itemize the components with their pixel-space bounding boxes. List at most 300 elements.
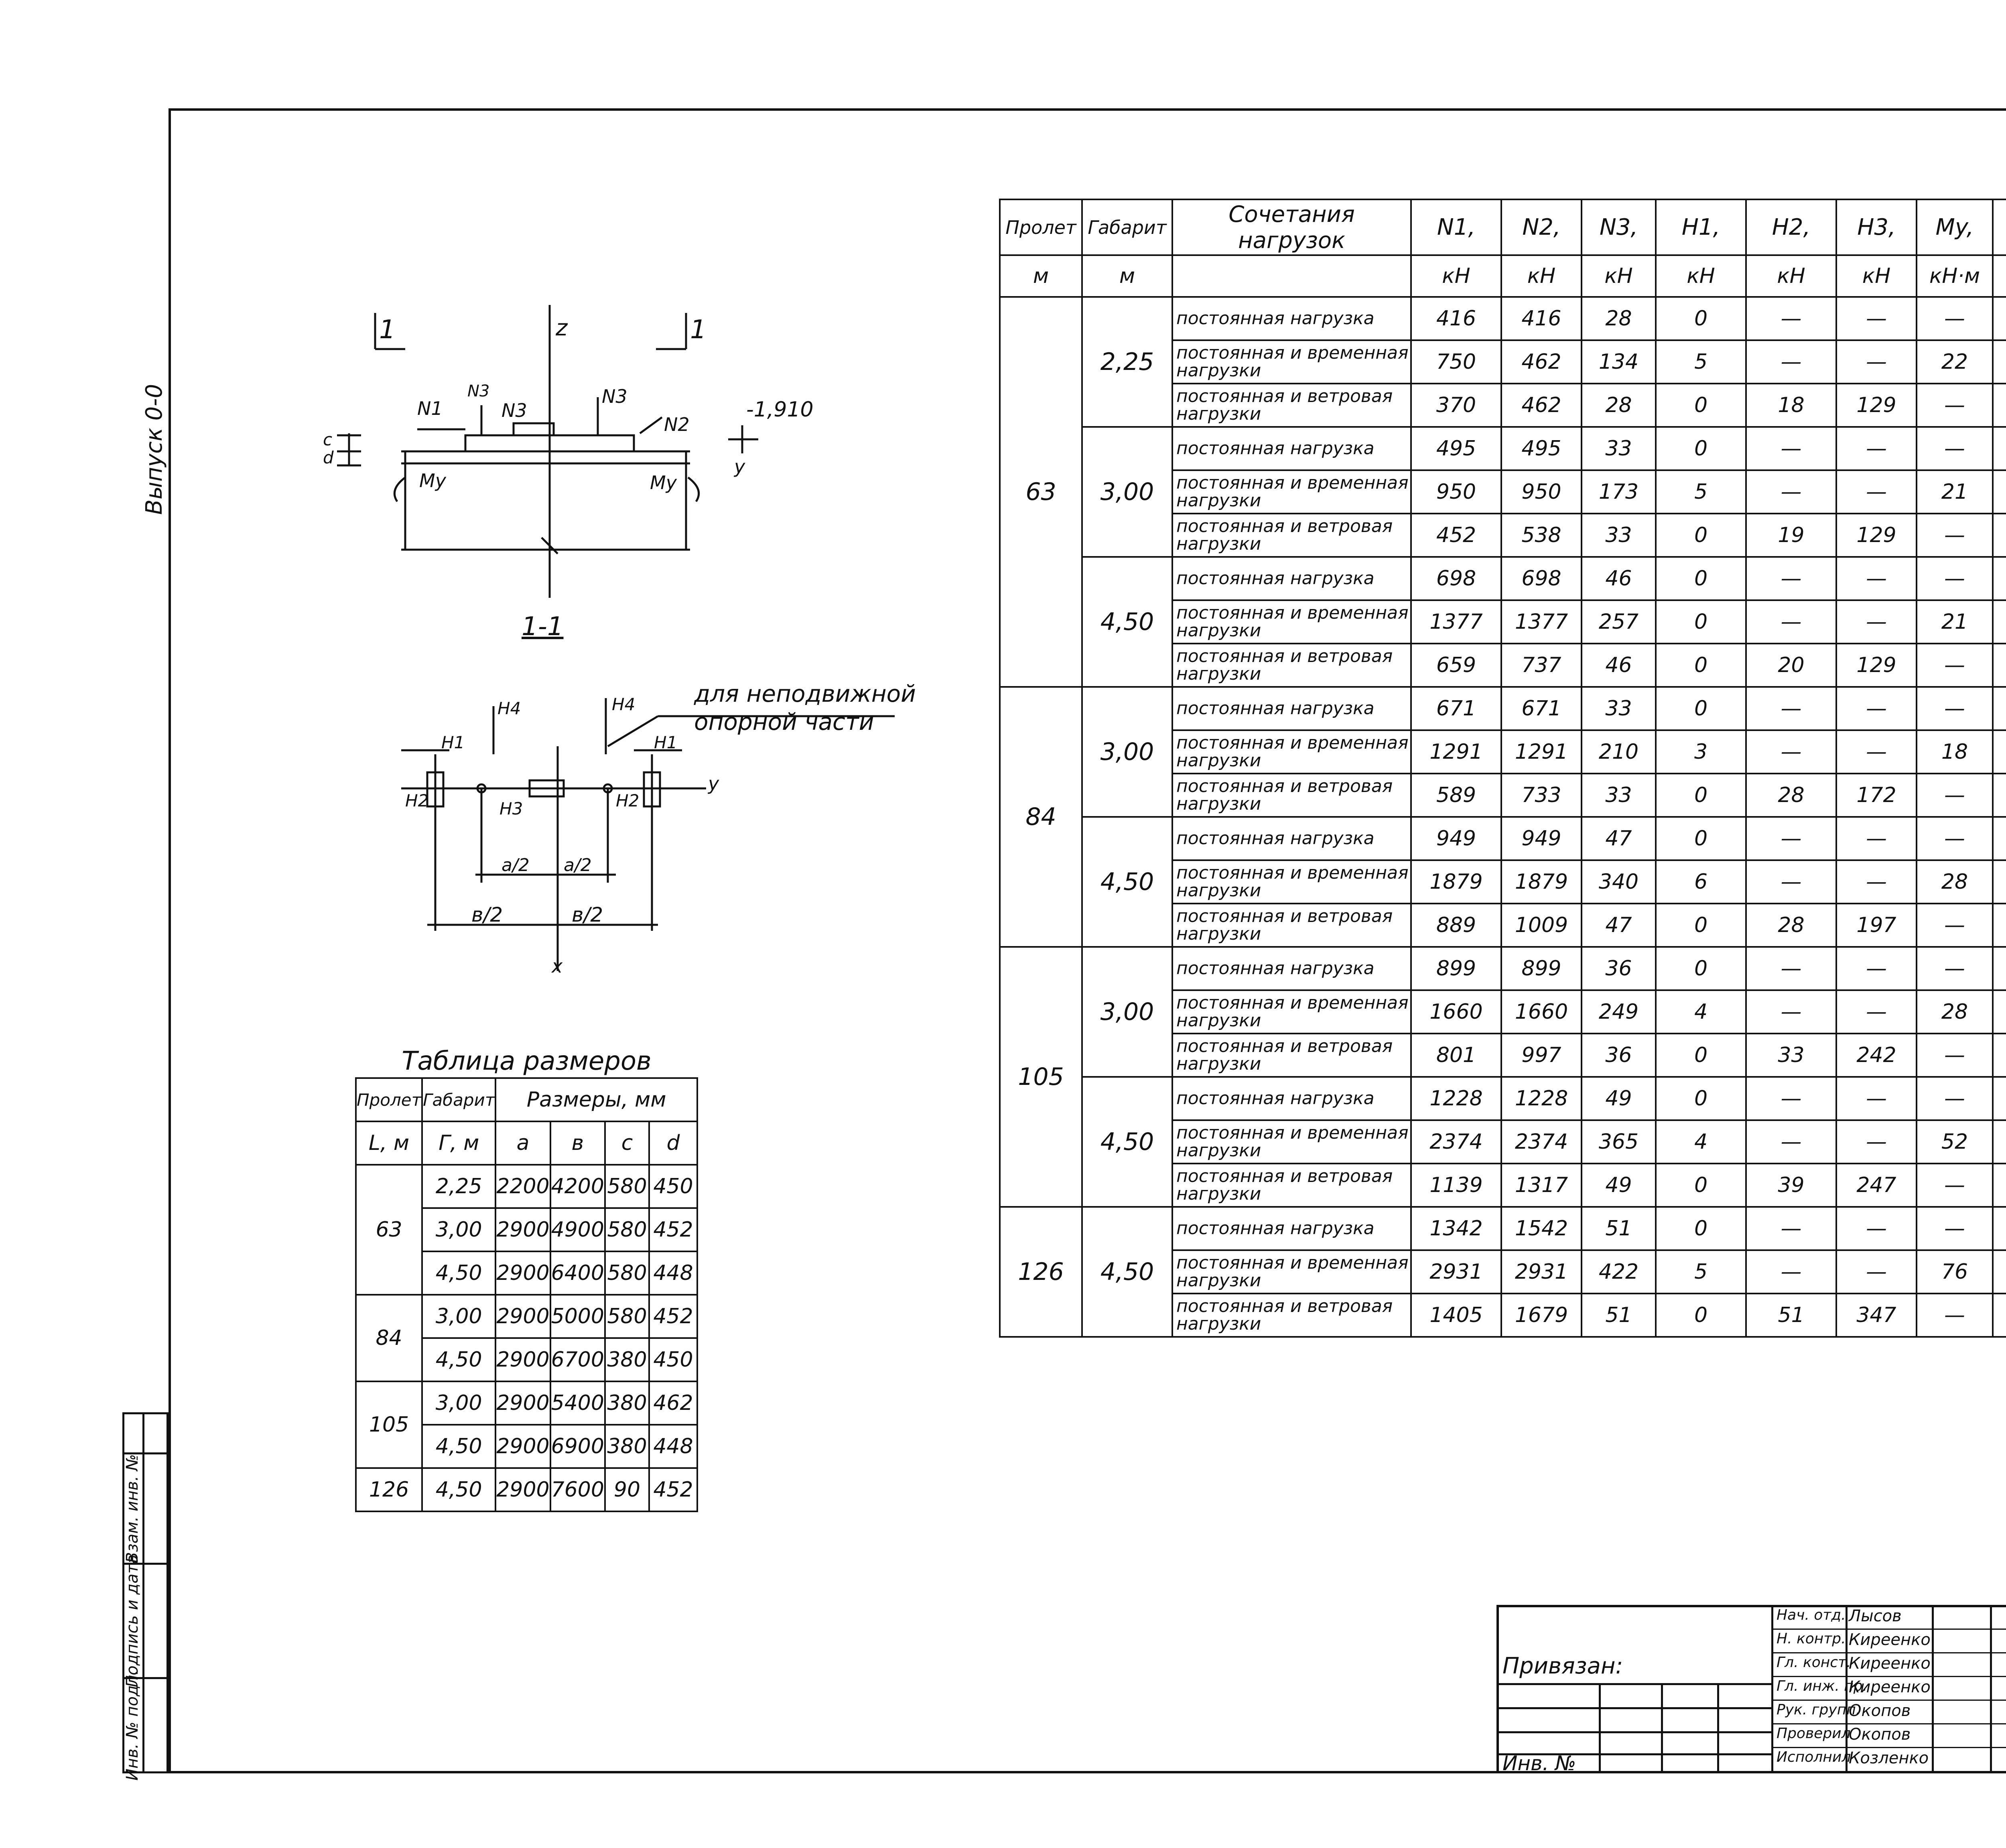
value-cell: — (1917, 514, 1993, 557)
value-cell: 28 (1746, 774, 1836, 817)
value-cell (1993, 600, 2006, 644)
gabarit-cell: 2,25 (1082, 297, 1172, 427)
value-cell: 416 (1411, 297, 1501, 340)
dim-b2-left: в/2 (471, 903, 503, 926)
section-mark-right: 1 (690, 315, 707, 345)
value-cell: 0 (1656, 774, 1746, 817)
header-my: My, (1917, 199, 1993, 255)
value-cell: 49 (1582, 1164, 1656, 1207)
dim-b2-right: в/2 (572, 903, 603, 926)
size-row (356, 1468, 697, 1511)
combination-cell: постоянная и временная нагрузки (1172, 1120, 1411, 1164)
size-value-cell: 5000 (550, 1295, 605, 1338)
value-cell: 949 (1501, 817, 1582, 860)
value-cell: 249 (1582, 990, 1656, 1034)
gabarit-cell: 3,00 (1082, 427, 1172, 557)
value-cell: — (1917, 1207, 1993, 1250)
value-cell: 33 (1582, 427, 1656, 470)
size-value-cell: 6400 (550, 1251, 605, 1295)
value-cell: 5 (1656, 340, 1746, 384)
value-cell: 416 (1501, 297, 1582, 340)
value-cell (1993, 904, 2006, 947)
value-cell: 5 (1656, 470, 1746, 514)
value-cell: 129 (1836, 514, 1917, 557)
value-cell: — (1836, 817, 1917, 860)
gabarit-cell: 4,50 (1082, 1207, 1172, 1337)
combination-cell: постоянная и ветровая нагрузки (1172, 1034, 1411, 1077)
size-unit-c: c (605, 1121, 649, 1165)
value-cell: 1542 (1501, 1207, 1582, 1250)
value-cell: 365 (1582, 1120, 1656, 1164)
value-cell: 46 (1582, 644, 1656, 687)
value-cell: — (1917, 904, 1993, 947)
size-value-cell: 380 (605, 1381, 649, 1425)
span-cell: 84 (1000, 687, 1082, 947)
size-row (356, 1381, 697, 1425)
gabarit-cell: 4,50 (1082, 1077, 1172, 1207)
size-header-gabarit: Габарит (422, 1078, 495, 1121)
value-cell: 2931 (1501, 1250, 1582, 1294)
combination-cell: постоянная нагрузка (1172, 817, 1411, 860)
value-cell (1993, 1120, 2006, 1164)
load-row (1000, 817, 2006, 860)
value-cell: 36 (1582, 947, 1656, 990)
value-cell: 659 (1411, 644, 1501, 687)
header-span: Пролет (1000, 199, 1082, 255)
value-cell: — (1917, 1294, 1993, 1337)
value-cell: 801 (1411, 1034, 1501, 1077)
size-value-cell: 580 (605, 1295, 649, 1338)
size-value-cell: 450 (649, 1165, 697, 1208)
unit-n2: кН (1501, 255, 1582, 297)
value-cell: 28 (1582, 384, 1656, 427)
value-cell: 28 (1917, 860, 1993, 904)
value-cell: 0 (1656, 427, 1746, 470)
load-row (1000, 557, 2006, 600)
value-cell: — (1746, 600, 1836, 644)
value-cell: — (1836, 1207, 1917, 1250)
value-cell: 733 (1501, 774, 1582, 817)
value-cell: 0 (1656, 644, 1746, 687)
value-cell: 0 (1656, 514, 1746, 557)
load-row (1000, 1207, 2006, 1250)
value-cell: 197 (1836, 904, 1917, 947)
value-cell (1993, 1034, 2006, 1077)
value-cell: 49 (1582, 1077, 1656, 1120)
role-name: Окопов (1849, 1702, 1911, 1720)
tb-vline-1 (1599, 1683, 1601, 1773)
size-value-cell: 452 (649, 1468, 697, 1511)
value-cell (1993, 990, 2006, 1034)
combination-cell: постоянная и временная нагрузки (1172, 600, 1411, 644)
value-cell: 589 (1411, 774, 1501, 817)
value-cell: 889 (1411, 904, 1501, 947)
value-cell: — (1746, 297, 1836, 340)
value-cell (1993, 1294, 2006, 1337)
header-gabarit: Габарит (1082, 199, 1172, 255)
value-cell: 1377 (1501, 600, 1582, 644)
label-my-right: My (650, 472, 677, 493)
load-row (1000, 947, 2006, 990)
value-cell: 750 (1411, 340, 1501, 384)
size-value-cell: 2200 (495, 1165, 550, 1208)
value-cell: — (1836, 600, 1917, 644)
label-h4-right: H4 (612, 695, 636, 714)
value-cell: — (1746, 470, 1836, 514)
size-header-dims: Размеры, мм (495, 1078, 697, 1121)
value-cell: 28 (1917, 990, 1993, 1034)
value-cell: — (1917, 774, 1993, 817)
value-cell: 0 (1656, 297, 1746, 340)
size-value-cell: 452 (649, 1295, 697, 1338)
value-cell: 737 (1501, 644, 1582, 687)
size-value-cell: 448 (649, 1251, 697, 1295)
value-cell (1993, 730, 2006, 774)
value-cell: — (1836, 1120, 1917, 1164)
role-separator (1773, 1652, 2006, 1653)
value-cell: 0 (1656, 947, 1746, 990)
size-value-cell: 90 (605, 1468, 649, 1511)
label-n3-c: N3 (602, 386, 627, 407)
load-units-row (1000, 255, 2006, 297)
value-cell: 173 (1582, 470, 1656, 514)
value-cell: 172 (1836, 774, 1917, 817)
label-d: d (323, 448, 334, 467)
load-table-body (1000, 297, 2006, 1337)
value-cell: — (1917, 427, 1993, 470)
span-cell: 63 (1000, 297, 1082, 687)
value-cell: 452 (1411, 514, 1501, 557)
size-value-cell: 6900 (550, 1425, 605, 1468)
value-cell: 1377 (1411, 600, 1501, 644)
value-cell: 1228 (1411, 1077, 1501, 1120)
size-value-cell: 2900 (495, 1468, 550, 1511)
value-cell: 462 (1501, 340, 1582, 384)
value-cell: 0 (1656, 384, 1746, 427)
value-cell: 698 (1501, 557, 1582, 600)
value-cell: — (1746, 990, 1836, 1034)
load-header-row (1000, 199, 2006, 255)
gabarit-cell: 4,50 (1082, 817, 1172, 947)
combination-cell: постоянная нагрузка (1172, 1207, 1411, 1250)
label-n3-a: N3 (467, 382, 490, 400)
header-h1: H1, (1656, 199, 1746, 255)
value-cell: 370 (1411, 384, 1501, 427)
size-value-cell: 450 (649, 1338, 697, 1381)
unit-span: м (1000, 255, 1082, 297)
header-h3: H3, (1836, 199, 1917, 255)
label-h2-left: H2 (405, 791, 429, 810)
combination-cell: постоянная и ветровая нагрузки (1172, 384, 1411, 427)
value-cell: 495 (1501, 427, 1582, 470)
value-cell: 18 (1746, 384, 1836, 427)
size-value-cell: 2900 (495, 1425, 550, 1468)
value-cell: 129 (1836, 644, 1917, 687)
plan-caption: 1-1 (522, 612, 564, 642)
value-cell: 3 (1656, 730, 1746, 774)
value-cell (1993, 384, 2006, 427)
value-cell (1993, 470, 2006, 514)
value-cell: — (1746, 687, 1836, 730)
value-cell: 52 (1917, 1120, 1993, 1164)
value-cell (1993, 947, 2006, 990)
value-cell: 2374 (1411, 1120, 1501, 1164)
value-cell: 36 (1582, 1034, 1656, 1077)
unit-gabarit: м (1082, 255, 1172, 297)
level-mark: -1,910 (746, 398, 814, 422)
value-cell: 347 (1836, 1294, 1917, 1337)
value-cell: 51 (1582, 1294, 1656, 1337)
value-cell: 129 (1836, 384, 1917, 427)
value-cell: 76 (1917, 1250, 1993, 1294)
role-name: Киреенко (1849, 1631, 1931, 1649)
value-cell: — (1917, 947, 1993, 990)
size-value-cell: 452 (649, 1208, 697, 1251)
value-cell: 21 (1917, 470, 1993, 514)
value-cell (1993, 427, 2006, 470)
value-cell (1993, 340, 2006, 384)
role-label: Исполнил (1777, 1749, 1851, 1765)
size-value-cell: 580 (605, 1208, 649, 1251)
value-cell: — (1917, 1077, 1993, 1120)
value-cell (1993, 1164, 2006, 1207)
combination-cell: постоянная и ветровая нагрузки (1172, 904, 1411, 947)
size-value-cell: 4,50 (422, 1338, 495, 1381)
value-cell (1993, 817, 2006, 860)
size-value-cell: 448 (649, 1425, 697, 1468)
value-cell: 28 (1746, 904, 1836, 947)
value-cell (1993, 557, 2006, 600)
role-name: Киреенко (1849, 1678, 1931, 1696)
combination-cell: постоянная и ветровая нагрузки (1172, 1164, 1411, 1207)
size-value-cell: 580 (605, 1251, 649, 1295)
unit-n1: кН (1411, 255, 1501, 297)
label-h2-right: H2 (616, 791, 640, 810)
combination-cell: постоянная нагрузка (1172, 297, 1411, 340)
label-h3: H3 (499, 799, 523, 818)
dim-a2-right: a/2 (564, 855, 592, 875)
role-label: Гл. инж. пр. (1777, 1678, 1868, 1694)
combination-cell: постоянная и временная нагрузки (1172, 730, 1411, 774)
value-cell: 950 (1501, 470, 1582, 514)
value-cell: — (1917, 1164, 1993, 1207)
size-unit-l: L, м (356, 1121, 422, 1165)
value-cell: 1879 (1501, 860, 1582, 904)
label-n2: N2 (664, 414, 690, 435)
value-cell: 0 (1656, 687, 1746, 730)
value-cell: — (1836, 1077, 1917, 1120)
value-cell: 6 (1656, 860, 1746, 904)
value-cell: 899 (1411, 947, 1501, 990)
combination-cell: постоянная и временная нагрузки (1172, 990, 1411, 1034)
size-value-cell: 6700 (550, 1338, 605, 1381)
value-cell: 340 (1582, 860, 1656, 904)
size-row (356, 1165, 697, 1208)
tb-line-l1 (1496, 1683, 1773, 1685)
value-cell: — (1836, 297, 1917, 340)
stamp-inv-label: Инв. № подл. (123, 1670, 142, 1781)
value-cell: 0 (1656, 1207, 1746, 1250)
size-value-cell: 3,00 (422, 1295, 495, 1338)
size-span-cell: 63 (356, 1165, 422, 1295)
size-table-title: Таблица размеров (356, 1045, 697, 1078)
value-cell: 1342 (1411, 1207, 1501, 1250)
value-cell: — (1836, 730, 1917, 774)
combination-cell: постоянная нагрузка (1172, 947, 1411, 990)
value-cell: — (1917, 1034, 1993, 1077)
combination-cell: постоянная и ветровая нагрузки (1172, 514, 1411, 557)
value-cell: 33 (1582, 514, 1656, 557)
value-cell: 2374 (1501, 1120, 1582, 1164)
tb-vline-3 (1717, 1683, 1719, 1773)
value-cell: 51 (1746, 1294, 1836, 1337)
label-y-elev: y (734, 456, 745, 477)
value-cell: — (1917, 687, 1993, 730)
size-value-cell: 4,50 (422, 1468, 495, 1511)
size-table (355, 1045, 698, 1512)
value-cell: 247 (1836, 1164, 1917, 1207)
value-cell (1993, 860, 2006, 904)
value-cell: 19 (1746, 514, 1836, 557)
value-cell (1993, 1207, 2006, 1250)
combination-cell: постоянная и ветровая нагрузки (1172, 774, 1411, 817)
role-separator (1773, 1629, 2006, 1630)
value-cell: — (1917, 384, 1993, 427)
role-label: Проверил (1777, 1725, 1851, 1742)
size-value-cell: 4,50 (422, 1425, 495, 1468)
span-cell: 126 (1000, 1207, 1082, 1337)
stamp-sign-label: Подпись и дата (123, 1554, 142, 1688)
tb-line-l2 (1496, 1707, 1773, 1709)
role-label: Гл. конст. (1777, 1654, 1851, 1671)
role-separator (1773, 1723, 2006, 1724)
value-cell: 33 (1746, 1034, 1836, 1077)
value-cell: 0 (1656, 1294, 1746, 1337)
load-row (1000, 1077, 2006, 1120)
role-name: Киреенко (1849, 1654, 1931, 1673)
label-h1-right: H1 (654, 733, 678, 752)
combination-cell: постоянная нагрузка (1172, 557, 1411, 600)
header-n2: N2, (1501, 199, 1582, 255)
size-value-cell: 2,25 (422, 1165, 495, 1208)
value-cell: — (1836, 340, 1917, 384)
value-cell: — (1836, 427, 1917, 470)
value-cell: 671 (1501, 687, 1582, 730)
unit-n3: кН (1582, 255, 1656, 297)
value-cell: 1879 (1411, 860, 1501, 904)
value-cell: — (1836, 687, 1917, 730)
value-cell: 20 (1746, 644, 1836, 687)
plan-note-line-2: опорной части (694, 708, 874, 735)
value-cell: 0 (1656, 1164, 1746, 1207)
header-combos: Сочетания нагрузок (1172, 199, 1411, 255)
value-cell: — (1746, 1250, 1836, 1294)
label-n1: N1 (417, 398, 443, 419)
value-cell: 1317 (1501, 1164, 1582, 1207)
value-cell: — (1746, 1207, 1836, 1250)
value-cell: 33 (1582, 687, 1656, 730)
size-value-cell: 462 (649, 1381, 697, 1425)
value-cell: — (1917, 557, 1993, 600)
size-span-cell: 126 (356, 1468, 422, 1511)
value-cell: 1228 (1501, 1077, 1582, 1120)
value-cell: — (1746, 557, 1836, 600)
label-c: c (323, 430, 333, 449)
value-cell: — (1836, 557, 1917, 600)
load-row (1000, 687, 2006, 730)
value-cell: 949 (1411, 817, 1501, 860)
header-h2: H2, (1746, 199, 1836, 255)
role-name: Окопов (1849, 1725, 1911, 1744)
value-cell: — (1917, 644, 1993, 687)
value-cell: 210 (1582, 730, 1656, 774)
size-header-span: Пролет (356, 1078, 422, 1121)
role-name: Лысов (1849, 1607, 1902, 1625)
role-separator (1773, 1700, 2006, 1701)
value-cell: 4 (1656, 990, 1746, 1034)
bound-label: Привязан: (1502, 1653, 1623, 1679)
size-value-cell: 2900 (495, 1251, 550, 1295)
value-cell: 47 (1582, 817, 1656, 860)
size-value-cell: 4200 (550, 1165, 605, 1208)
value-cell: 538 (1501, 514, 1582, 557)
size-row (356, 1295, 697, 1338)
gabarit-cell: 3,00 (1082, 687, 1172, 817)
value-cell: 0 (1656, 557, 1746, 600)
size-value-cell: 2900 (495, 1381, 550, 1425)
value-cell: — (1746, 427, 1836, 470)
unit-h4 (1993, 255, 2006, 297)
value-cell: 0 (1656, 817, 1746, 860)
load-table (999, 199, 2006, 1338)
value-cell (1993, 514, 2006, 557)
value-cell: 1660 (1501, 990, 1582, 1034)
value-cell: — (1746, 340, 1836, 384)
value-cell: 950 (1411, 470, 1501, 514)
value-cell: 18 (1917, 730, 1993, 774)
size-value-cell: 4,50 (422, 1251, 495, 1295)
value-cell: — (1836, 470, 1917, 514)
value-cell (1993, 1250, 2006, 1294)
section-mark-left: 1 (379, 315, 396, 345)
combination-cell: постоянная и ветровая нагрузки (1172, 1294, 1411, 1337)
load-row (1000, 297, 2006, 340)
combination-cell: постоянная нагрузка (1172, 1077, 1411, 1120)
size-span-cell: 84 (356, 1295, 422, 1381)
combination-cell: постоянная нагрузка (1172, 687, 1411, 730)
value-cell: — (1836, 947, 1917, 990)
size-span-cell: 105 (356, 1381, 422, 1468)
span-cell: 105 (1000, 947, 1082, 1207)
value-cell: — (1746, 817, 1836, 860)
value-cell: 422 (1582, 1250, 1656, 1294)
role-label: Н. контр. (1777, 1631, 1846, 1647)
header-h4 (1993, 199, 2006, 255)
issue-label: Выпуск 0-0 (141, 384, 167, 515)
value-cell (1993, 1077, 2006, 1120)
value-cell: 134 (1582, 340, 1656, 384)
plan-note-line-1: для неподвижной (694, 680, 916, 707)
value-cell: 47 (1582, 904, 1656, 947)
label-y-plan: y (708, 773, 719, 794)
combination-cell: постоянная и ветровая нагрузки (1172, 644, 1411, 687)
value-cell: 1291 (1501, 730, 1582, 774)
header-n3: N3, (1582, 199, 1656, 255)
value-cell: — (1836, 1250, 1917, 1294)
value-cell: 462 (1501, 384, 1582, 427)
value-cell (1993, 687, 2006, 730)
role-name: Козленко (1849, 1749, 1929, 1767)
